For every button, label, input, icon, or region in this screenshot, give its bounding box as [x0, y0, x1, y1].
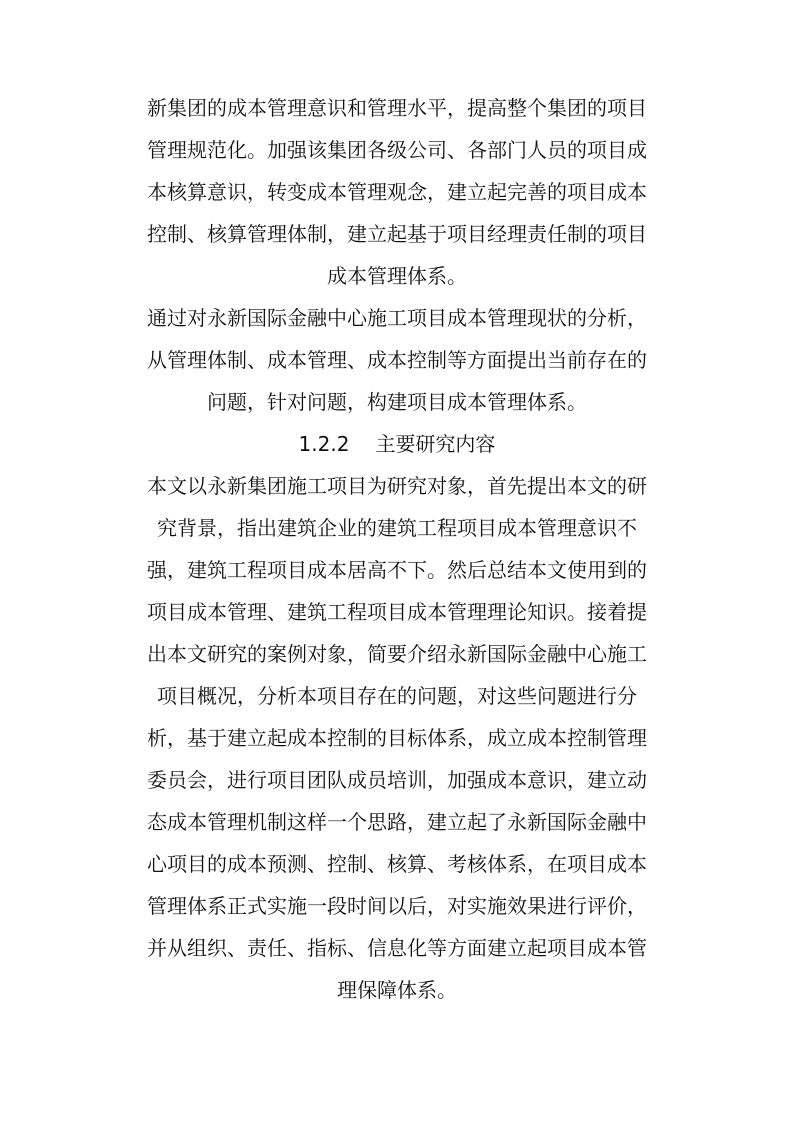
text-line: 出本文研究的案例对象，简要介绍永新国际金融中心施工	[147, 642, 647, 666]
text-line: 强，建筑工程项目成本居高不下。然后总结本文使用到的	[147, 558, 647, 582]
text-line: 控制、核算管理体制，建立起基于项目经理责任制的项目	[147, 222, 647, 246]
text-line: 析，基于建立起成本控制的目标体系，成立成本控制管理	[147, 726, 647, 750]
text-line: 成本管理体系。	[327, 264, 467, 288]
section-title: 主要研究内容	[375, 432, 496, 456]
text-line: 究背景，指出建筑企业的建筑工程项目成本管理意识不	[157, 516, 637, 540]
text-line: 管理体系正式实施一段时间以后，对实施效果进行评价，	[147, 894, 647, 918]
text-line: 并从组织、责任、指标、信息化等方面建立起项目成本管	[147, 936, 647, 960]
text-line: 本核算意识，转变成本管理观念，建立起完善的项目成本	[147, 180, 647, 204]
section-number: 1.2.2	[298, 432, 350, 456]
text-line: 新集团的成本管理意识和管理水平，提高整个集团的项目	[147, 96, 647, 120]
text-line: 从管理体制、成本管理、成本控制等方面提出当前存在的	[147, 348, 647, 372]
text-line: 理保障体系。	[337, 978, 457, 1002]
section-heading	[0, 424, 794, 464]
text-line: 态成本管理机制这样一个思路，建立起了永新国际金融中	[147, 810, 647, 834]
text-line: 项目概况，分析本项目存在的问题，对这些问题进行分	[157, 684, 637, 708]
text-line: 委员会，进行项目团队成员培训，加强成本意识，建立动	[147, 768, 647, 792]
text-line: 项目成本管理、建筑工程项目成本管理理论知识。接着提	[147, 600, 647, 624]
text-line: 心项目的成本预测、控制、核算、考核体系，在项目成本	[147, 852, 647, 876]
text-line: 本文以永新集团施工项目为研究对象，首先提出本文的研	[147, 474, 647, 498]
text-line: 问题，针对问题，构建项目成本管理体系。	[207, 390, 587, 414]
text-line: 通过对永新国际金融中心施工项目成本管理现状的分析，	[147, 306, 647, 330]
text-line: 管理规范化。加强该集团各级公司、各部门人员的项目成	[147, 138, 647, 162]
